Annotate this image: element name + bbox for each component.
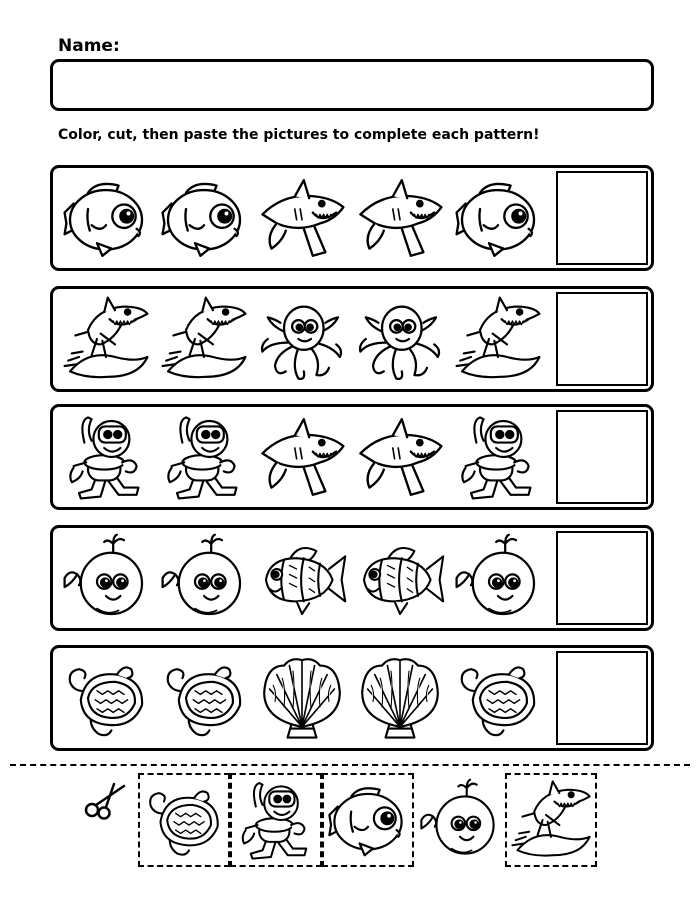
octopus-icon: [351, 289, 449, 389]
whale-icon: [418, 778, 502, 862]
answer-box[interactable]: [556, 292, 648, 386]
seashell-icon: [351, 648, 449, 748]
shark-icon: [351, 168, 449, 268]
pattern-row-1-cells: [57, 168, 549, 268]
answer-box[interactable]: [556, 410, 648, 504]
cutout-piece-surfing-shark[interactable]: [505, 773, 597, 867]
surfing-shark-icon: [449, 289, 547, 389]
seashell-icon: [253, 648, 351, 748]
cutout-piece-fish[interactable]: [322, 773, 414, 867]
surfing-shark-icon: [509, 778, 593, 862]
pattern-row-5: [50, 645, 654, 751]
pattern-row-2: [50, 286, 654, 392]
cutout-piece-whale[interactable]: [414, 773, 506, 867]
clownfish-icon: [253, 528, 351, 628]
pattern-row-3: [50, 404, 654, 510]
answer-box[interactable]: [556, 531, 648, 625]
cutout-piece-clam[interactable]: [138, 773, 230, 867]
pattern-row-5-cells: [57, 648, 549, 748]
instructions: Color, cut, then paste the pictures to complete each pattern!: [58, 127, 540, 143]
scuba-diver-icon: [57, 407, 155, 507]
name-field[interactable]: [50, 59, 654, 111]
clam-icon: [57, 648, 155, 748]
clownfish-icon: [351, 528, 449, 628]
whale-icon: [449, 528, 547, 628]
pattern-row-3-cells: [57, 407, 549, 507]
shark-icon: [253, 168, 351, 268]
scuba-diver-icon: [155, 407, 253, 507]
pattern-row-1: [50, 165, 654, 271]
scuba-diver-icon: [234, 778, 318, 862]
surfing-shark-icon: [155, 289, 253, 389]
cutout-piece-scuba-diver[interactable]: [230, 773, 322, 867]
fish-icon: [326, 778, 410, 862]
shark-icon: [351, 407, 449, 507]
shark-icon: [253, 407, 351, 507]
clam-icon: [155, 648, 253, 748]
pattern-row-4: [50, 525, 654, 631]
scuba-diver-icon: [449, 407, 547, 507]
pattern-row-4-cells: [57, 528, 549, 628]
clam-icon: [142, 778, 226, 862]
answer-box[interactable]: [556, 171, 648, 265]
answer-box[interactable]: [556, 651, 648, 745]
clam-icon: [449, 648, 547, 748]
fish-icon: [155, 168, 253, 268]
pattern-row-2-cells: [57, 289, 549, 389]
name-label: Name:: [58, 36, 120, 56]
fish-icon: [449, 168, 547, 268]
surfing-shark-icon: [57, 289, 155, 389]
whale-icon: [155, 528, 253, 628]
fish-icon: [57, 168, 155, 268]
scissors-icon: [84, 780, 128, 820]
octopus-icon: [253, 289, 351, 389]
cut-line: [10, 764, 690, 766]
whale-icon: [57, 528, 155, 628]
